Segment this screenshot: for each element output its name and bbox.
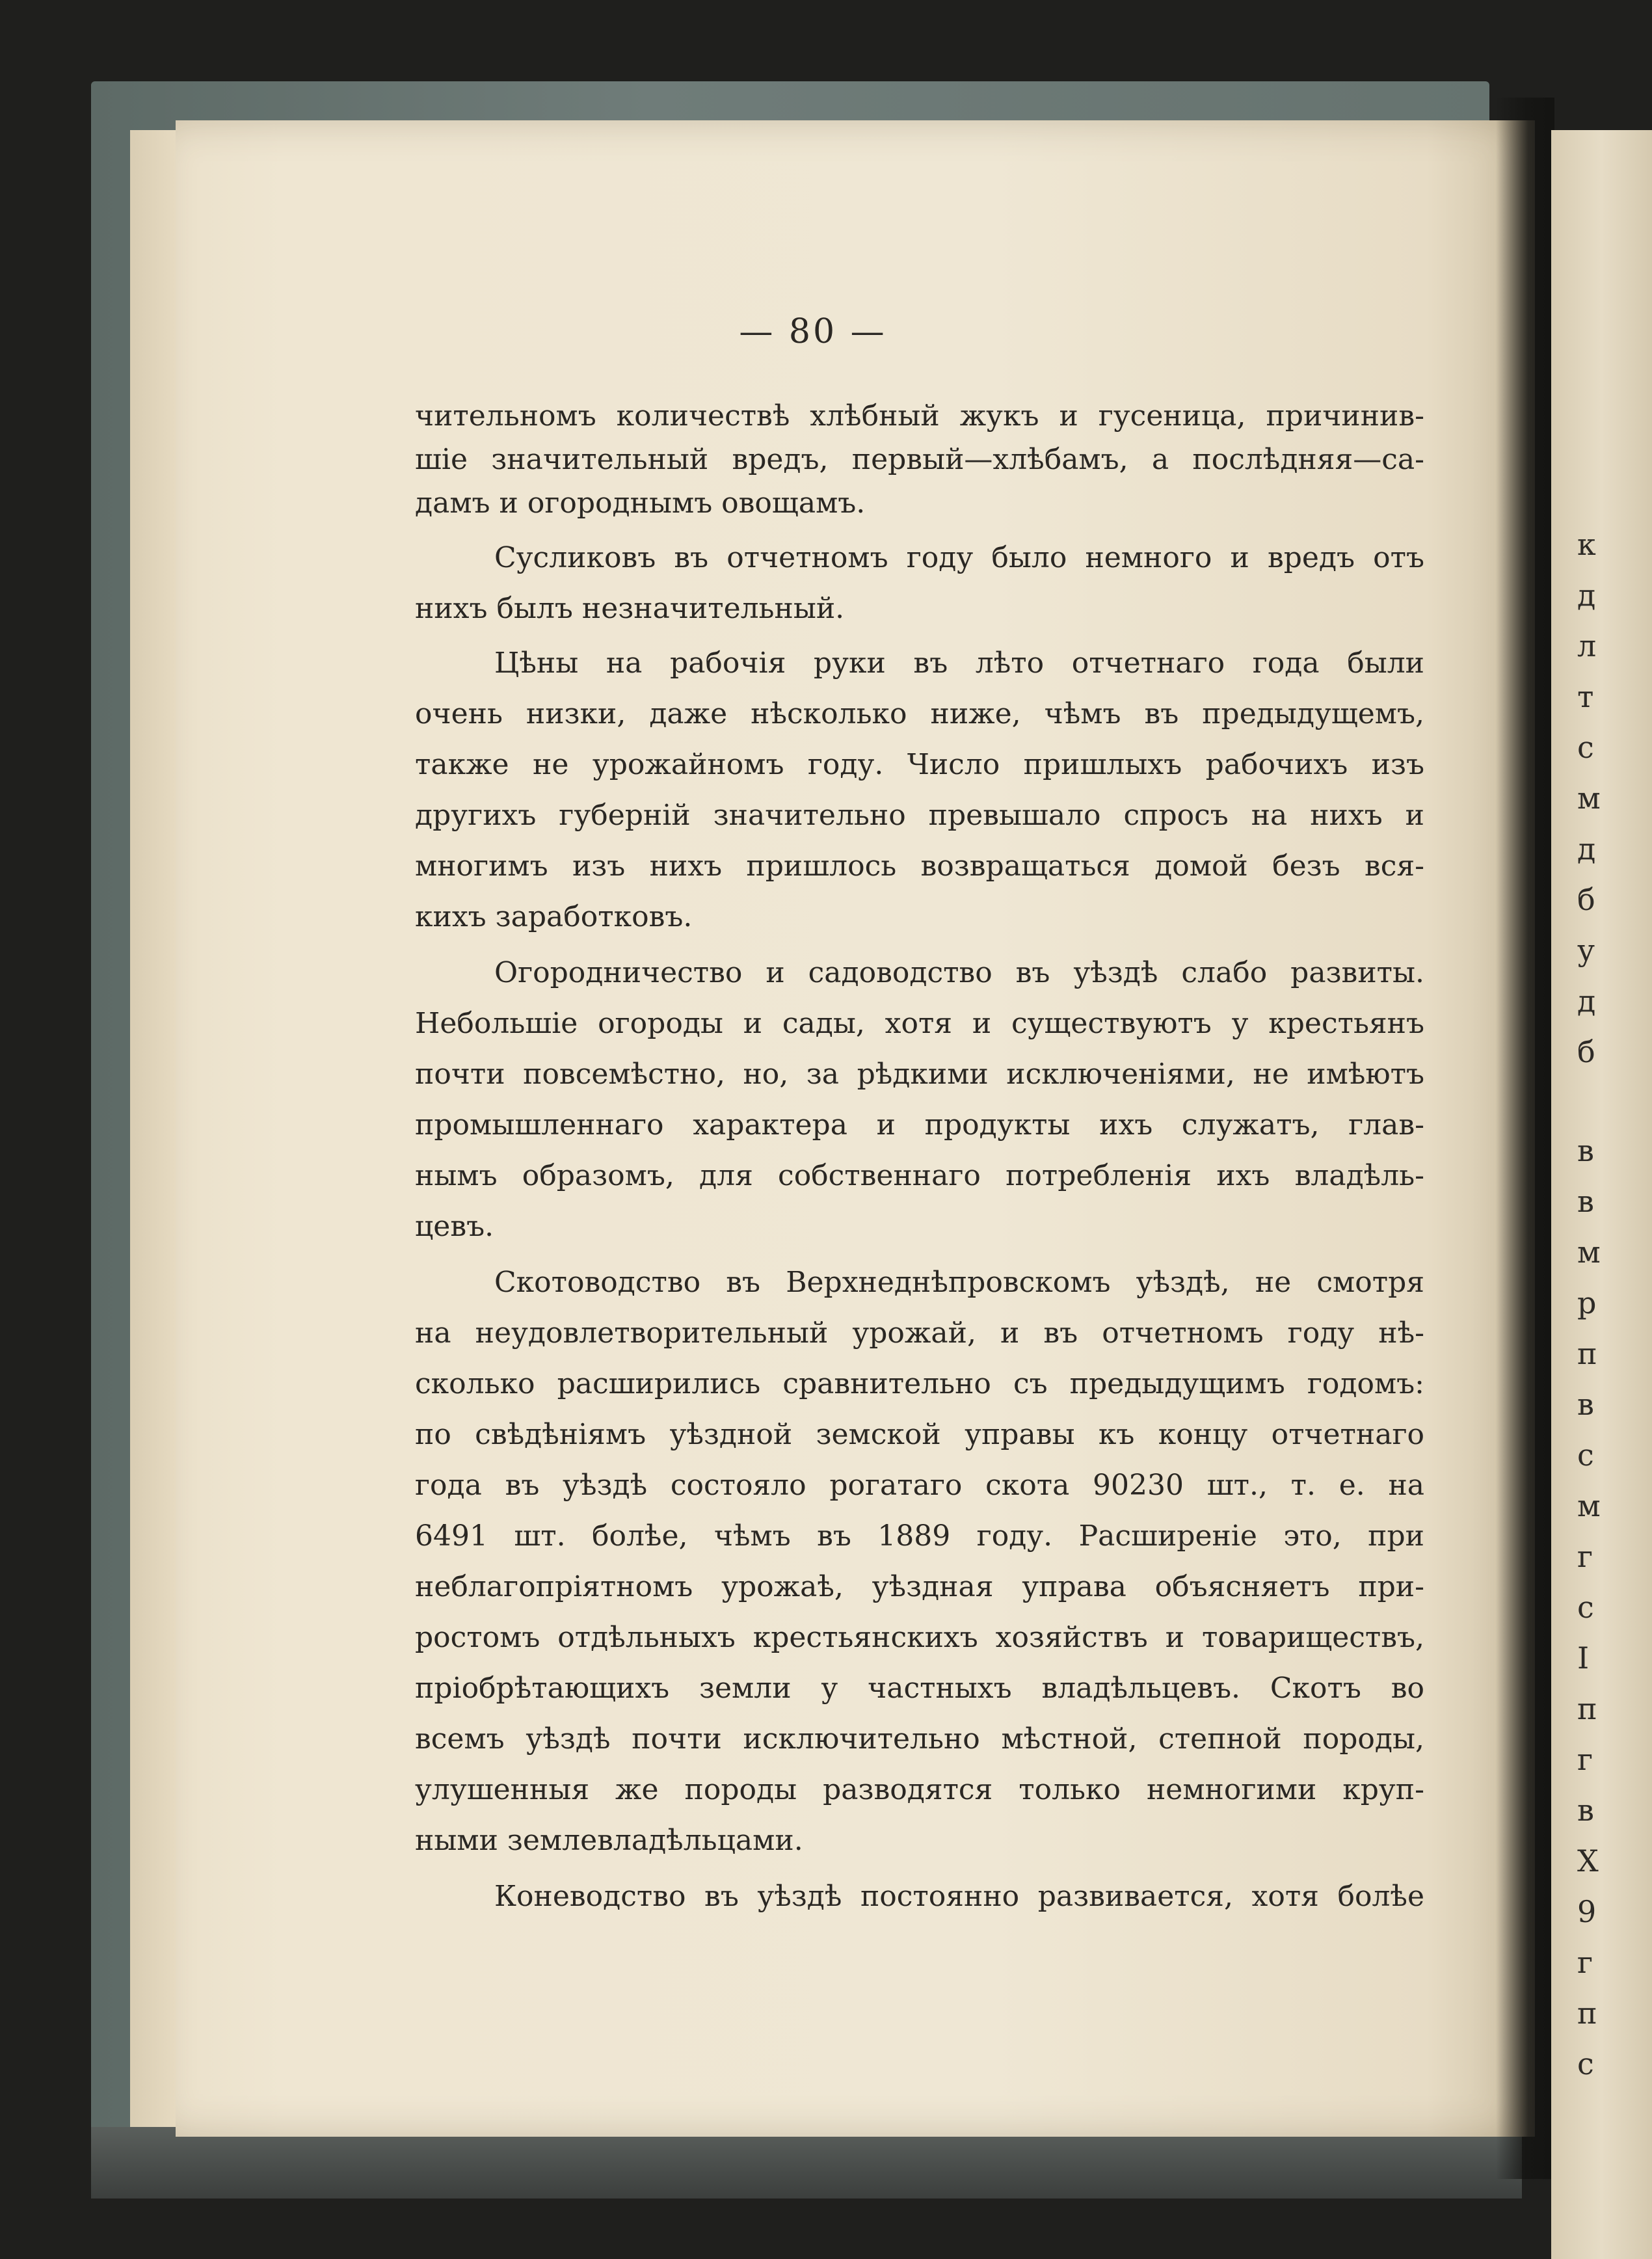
text-line: улушенныя же породы разводятся только немногими круп-: [415, 1773, 1424, 1806]
text-line: года въ уѣздѣ состояло рогатаго скота 90230 шт., т. е. на: [415, 1469, 1424, 1502]
next-page-letter: I: [1577, 1640, 1590, 1676]
text-line: Коневодство въ уѣздѣ постоянно развивается, хотя болѣе: [494, 1880, 1424, 1913]
text-line: Скотоводство въ Верхнеднѣпровскомъ уѣздѣ, не смотря: [494, 1266, 1424, 1299]
text-line: всемъ уѣздѣ почти исключительно мѣстной, степной породы,: [415, 1722, 1424, 1756]
next-page-letter: с: [1577, 1437, 1594, 1473]
page-number: — 80 —: [739, 312, 887, 351]
next-page-letter: м: [1577, 1488, 1601, 1523]
text-line: другихъ губерній значительно превышало спросъ на нихъ и: [415, 799, 1424, 832]
next-page-letter: г: [1577, 1742, 1593, 1777]
next-page-letter: б: [1577, 882, 1595, 917]
next-page-letter: 9: [1577, 1894, 1597, 1929]
next-page-letter: г: [1577, 1539, 1593, 1574]
next-page-letter: д: [1577, 578, 1596, 613]
text-line: шіе значительный вредъ, первый—хлѣбамъ, а послѣдняя—са-: [415, 443, 1424, 476]
text-line: нымъ образомъ, для собственнаго потребленія ихъ владѣль-: [415, 1159, 1424, 1192]
text-line: Цѣны на рабочія руки въ лѣто отчетнаго года были: [494, 647, 1424, 680]
text-line: почти повсемѣстно, но, за рѣдкими исключеніями, не имѣютъ: [415, 1058, 1424, 1091]
next-page-letter: г: [1577, 1945, 1593, 1980]
text-line: нихъ былъ незначительный.: [415, 592, 845, 625]
next-page-letter: в: [1577, 1387, 1594, 1422]
next-page-letter: с: [1577, 1590, 1594, 1625]
next-page-letter: м: [1577, 781, 1601, 816]
text-line: 6491 шт. болѣе, чѣмъ въ 1889 году. Расширеніе это, при: [415, 1519, 1424, 1553]
text-line: сколько расширились сравнительно съ предыдущимъ годомъ:: [415, 1367, 1424, 1400]
next-page-letter: с: [1577, 2046, 1594, 2081]
next-page-letter: л: [1577, 628, 1597, 663]
text-line: ными землевладѣльцами.: [415, 1824, 803, 1857]
next-page-edge: [1551, 130, 1652, 2259]
text-line: по свѣдѣніямъ уѣздной земской управы къ концу отчетнаго: [415, 1418, 1424, 1451]
next-page-letter: в: [1577, 1133, 1594, 1168]
next-page-letter: у: [1577, 933, 1595, 968]
text-line: чительномъ количествѣ хлѣбный жукъ и гусеница, причинив-: [415, 399, 1424, 433]
book-cover-bottom-edge: [91, 2127, 1522, 2199]
next-page-letter: д: [1577, 831, 1596, 866]
text-line: неблагопріятномъ урожаѣ, уѣздная управа объясняетъ при-: [415, 1570, 1424, 1603]
book-gutter-shadow: [1496, 98, 1554, 2179]
page-edge-strip: [130, 130, 182, 2127]
text-line: на неудовлетворительный урожай, и въ отчетномъ году нѣ-: [415, 1317, 1424, 1350]
next-page-letter: п: [1577, 1336, 1597, 1371]
text-line: Небольшіе огороды и сады, хотя и существуютъ у крестьянъ: [415, 1007, 1424, 1040]
text-line: многимъ изъ нихъ пришлось возвращаться домой безъ вся-: [415, 849, 1424, 883]
text-line: промышленнаго характера и продукты ихъ служатъ, глав-: [415, 1108, 1424, 1142]
text-line: цевъ.: [415, 1210, 494, 1243]
next-page-letter: р: [1577, 1285, 1597, 1320]
text-line: кихъ заработковъ.: [415, 900, 693, 933]
next-page-letter: п: [1577, 1691, 1597, 1726]
next-page-letter: к: [1577, 527, 1596, 562]
text-line: также не урожайномъ году. Число пришлыхъ рабочихъ изъ: [415, 748, 1424, 781]
text-line: Огородничество и садоводство въ уѣздѣ слабо развиты.: [494, 956, 1424, 989]
next-page-letter: в: [1577, 1793, 1594, 1828]
next-page-letter: п: [1577, 1996, 1597, 2031]
text-line: Сусликовъ въ отчетномъ году было немного и вредъ отъ: [494, 541, 1424, 574]
text-line: очень низки, даже нѣсколько ниже, чѣмъ въ предыдущемъ,: [415, 697, 1424, 730]
text-line: дамъ и огороднымъ овощамъ.: [415, 487, 866, 520]
next-page-letter: д: [1577, 983, 1596, 1019]
next-page-letter: м: [1577, 1235, 1601, 1270]
text-line: пріобрѣтающихъ земли у частныхъ владѣльцевъ. Скотъ во: [415, 1672, 1424, 1705]
next-page-letter: Х: [1577, 1843, 1599, 1878]
text-line: ростомъ отдѣльныхъ крестьянскихъ хозяйствъ и товариществъ,: [415, 1621, 1424, 1654]
next-page-letter: с: [1577, 730, 1594, 765]
next-page-letter: в: [1577, 1184, 1594, 1219]
next-page-letter: б: [1577, 1034, 1595, 1069]
next-page-letter: т: [1577, 679, 1594, 714]
